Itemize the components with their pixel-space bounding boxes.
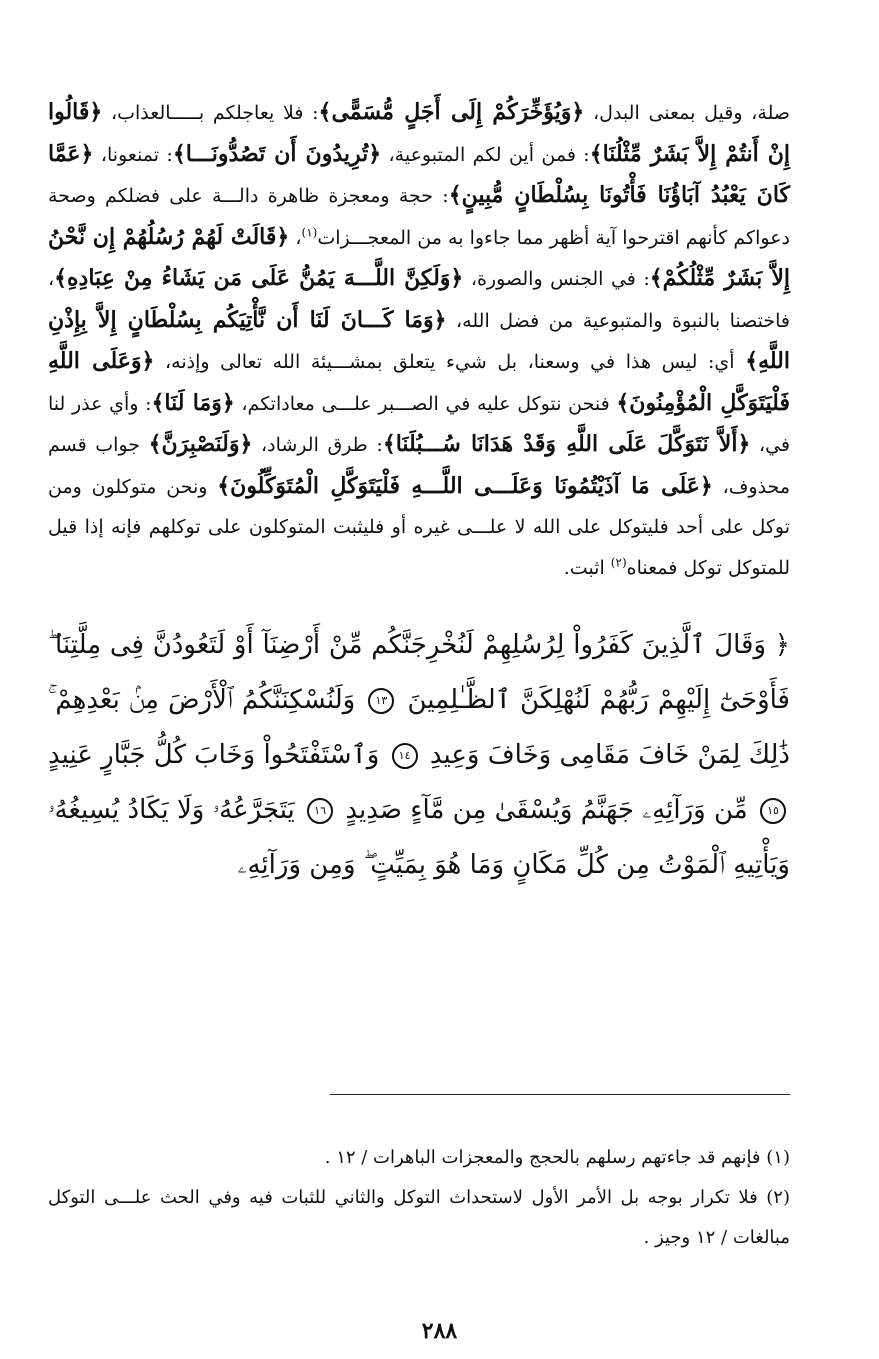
- verse-text: ﴿ وَقَالَ ٱلَّذِينَ كَفَرُواْ لِرُسُلِهِمْ لَنُخْرِجَنَّكُم مِّنْ أَرْضِنَآ أَوْ لَتَعُودُنَّ فِى مِلَّتِنَا ۖ فَأَوْحَىٰٓ إِلَيْهِمْ رَبُّهُمْ لَنُهْلِكَنَّ ٱلظَّـٰلِمِينَ: [48, 630, 790, 715]
- footnotes: [48, 1138, 790, 1258]
- quran-quote: ﴿عَلَى مَا آذَيْتُمُونَا وَعَلَـــى اللَّـــهِ فَلْيَتَوَكَّلِ الْمُتَوَكِّلُونَ﴾: [217, 472, 713, 499]
- quran-quote: ﴿وَمَا كَـــانَ لَنَا أَن نَّأْتِيَكُم بِسُلْطَانٍ إِلاَّ بِإِذْنِ اللَّهِ﴾: [48, 306, 790, 374]
- quran-quote: ﴿قَالَتْ لَهُمْ رُسُلُهُمْ إِن نَّحْنُ إِلاَّ بَشَرٌ مِّثْلُكُمْ﴾: [48, 223, 790, 291]
- commentary-text: جواب قسم محذوف،: [48, 434, 790, 498]
- commentary-text: : طرق الرشاد،: [252, 434, 383, 456]
- commentary-text: ونحن متوكلون ومن توكل على أحد فليتوكل على الله لا علـــى غيره أو فليثبت المتوكلون على توكلهم فإنه إذا قيل للمتوكل توكل فمعناه: [48, 475, 790, 579]
- commentary-text: فنحن نتوكل عليه في الصـــبر علـــى معاداتكم،: [234, 392, 617, 415]
- commentary-text: : حجة ومعجزة ظاهرة دالـــة على فضلكم وصحة دعواكم كأنهم اقترحوا آية أظهر مما جاءوا به من المعجـــزات: [48, 185, 790, 249]
- ayah-number-mark: ١٤: [392, 743, 418, 769]
- footnote-ref: (٢): [610, 555, 627, 570]
- commentary-paragraph: [48, 92, 790, 588]
- tafsir-commentary: [48, 92, 790, 588]
- commentary-text: ، فاختصنا بالنبوة والمتبوعية من فضل الله،: [48, 268, 790, 332]
- commentary-text: أي: ليس هذا في وسعنا، بل شيء يتعلق بمشـــيئة الله تعالى وإذنه،: [154, 351, 746, 373]
- footnote-separator: [330, 1094, 790, 1095]
- quran-quote: ﴿عَمَّا كَانَ يَعْبُدُ آبَاؤُنَا فَأْتُونَا بِسُلْطَانٍ مُّبِينٍ﴾: [48, 140, 790, 208]
- ayah-number-mark: ١٥: [760, 798, 786, 824]
- quran-quote: ﴿قَالُوا إِنْ أَنتُمْ إِلاَّ بَشَرٌ مِّثْلُنَا﴾: [48, 99, 790, 167]
- quran-quote: ﴿أَلاَّ نَتَوَكَّلَ عَلَى اللَّهِ وَقَدْ هَدَانَا سُـــبُلَنَا﴾: [382, 431, 751, 457]
- quran-verses: [48, 618, 790, 893]
- footnote-2: (٢) فلا تكرار بوجه بل الأمر الأول لاستحداث التوكل والثاني للثبات فيه وفي الحث علـــى التوكل مبالغات / ١٢ وجيز .: [48, 1187, 790, 1248]
- commentary-text: صلة، وقيل بمعنى البدل،: [584, 102, 791, 124]
- ayah-number-mark: ١٦: [307, 798, 333, 824]
- quran-quote: ﴿وَعَلَى اللَّهِ فَلْيَتَوَكَّلِ الْمُؤْمِنُونَ﴾: [48, 348, 790, 416]
- footnote-ref: (١): [301, 225, 318, 240]
- commentary-text: : فلا يعاجلكم بـــــالعذاب،: [102, 102, 319, 124]
- page-number: ٢٨٨: [421, 1318, 458, 1344]
- ayah-number-mark: ١٣: [368, 688, 394, 714]
- commentary-text: : وأي عذر لنا في،: [48, 392, 791, 456]
- commentary-text: : في الجنس والصورة،: [463, 268, 650, 290]
- quran-quote: ﴿وَمَا لَنَا﴾: [151, 389, 235, 416]
- commentary-text: اثبت.: [563, 556, 611, 579]
- verse-text: وَٱسْتَفْتَحُواْ وَخَابَ كُلُّ جَبَّارٍ عَنِيدٍ: [48, 740, 388, 770]
- verse-text: يَتَجَرَّعُهُۥ وَلَا يَكَادُ يُسِيغُهُۥ وَيَأْتِيهِ ٱلْمَوْتُ مِن كُلِّ مَكَانٍ وَمَا هُوَ بِمَيِّتٍ ۖ وَمِن وَرَآئِهِۦ: [48, 795, 790, 880]
- verses-paragraph: [48, 618, 790, 893]
- quran-quote: ﴿وَلَكِنَّ اللَّـــهَ يَمُنُّ عَلَى مَن يَشَاءُ مِنْ عِبَادِهِ﴾: [54, 265, 464, 291]
- commentary-text: ،: [289, 226, 302, 249]
- quran-quote: ﴿وَيُؤَخِّرَكُمْ إِلَى أَجَلٍ مُّسَمًّى﴾: [318, 99, 585, 125]
- quran-quote: ﴿تُرِيدُونَ أَن تَصُدُّونَـــا﴾: [172, 140, 382, 167]
- quran-quote: ﴿وَلَنَصْبِرَنَّ﴾: [148, 431, 253, 457]
- verse-text: مِّن وَرَآئِهِۦ جَهَنَّمُ وَيُسْقَىٰ مِن مَّآءٍ صَدِيدٍ: [337, 795, 756, 825]
- commentary-text: : تمنعونا،: [93, 143, 173, 166]
- verse-text: وَلَنُسْكِنَنَّكُمُ ٱلْأَرْضَ مِنۢ بَعْدِهِمْ ۚ ذَٰلِكَ لِمَنْ خَافَ مَقَامِى وَخَافَ وَعِيدِ: [48, 685, 790, 770]
- footnote-1: (١) فإنهم قد جاءتهم رسلهم بالحجج والمعجزات الباهرات / ١٢ .: [324, 1147, 790, 1168]
- commentary-text: : فمن أين لكم المتبوعية،: [381, 143, 590, 166]
